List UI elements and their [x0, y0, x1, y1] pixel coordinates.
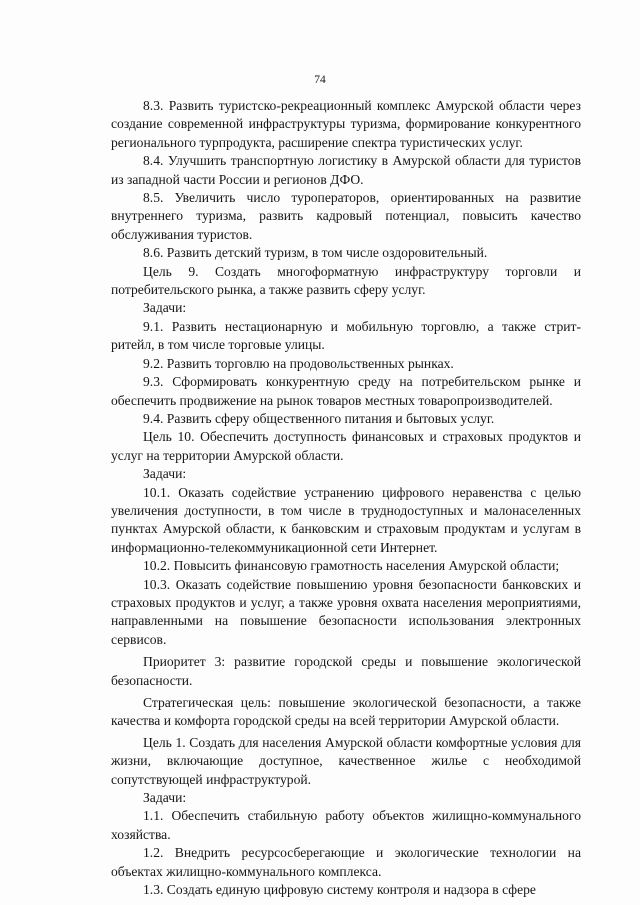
tasks-heading: Задачи: — [143, 790, 187, 806]
priority-3: Приоритет 3: развитие городской среды и повышение экологической безопасности. — [111, 654, 581, 688]
task-8-6: 8.6. Развить детский туризм, в том числе оздоровительный. — [143, 245, 488, 261]
task-9-1: 9.1. Развить нестационарную и мобильную торговлю, а также стрит-ритейл, в том числе торговые улицы. — [111, 318, 581, 353]
page-number: 74 — [314, 74, 326, 86]
task-1-2: 1.2. Внедрить ресурсосберегающие и экологические технологии на объектах жилищно-коммунального комплекса. — [111, 845, 581, 879]
task-10-2: 10.2. Повысить финансовую грамотность населения Амурской области; — [143, 558, 560, 574]
goal-9: Цель 9. Создать многоформатную инфраструктуру торговли и потребительского рынка, а также развить сферу услуг. — [111, 263, 581, 298]
document-body — [111, 97, 581, 899]
goal-1: Цель 1. Создать для населения Амурской области комфортные условия для жизни, включающие доступное, качественное жилье с необходимой сопутствующей инфраструктурой. — [111, 734, 581, 787]
task-9-3: 9.3. Сформировать конкурентную среду на потребительском рынке и обеспечить продвижение на рынок товаров местных товаропроизводителей. — [111, 374, 581, 408]
goal-10: Цель 10. Обеспечить доступность финансовых и страховых продуктов и услуг на территории Амурской области. — [111, 429, 581, 463]
task-8-5: 8.5. Увеличить число туроператоров, ориентированных на развитие внутреннего туризма, развить кадровый потенциал, повысить качество обслуживания туристов. — [111, 190, 581, 242]
task-1-1: 1.1. Обеспечить стабильную работу объектов жилищно-коммунального хозяйства. — [111, 808, 581, 842]
strategic-goal: Стратегическая цель: повышение экологической безопасности, а также качества и комфорта городской среды на всей территории Амурской области. — [111, 695, 581, 729]
tasks-heading: Задачи: — [143, 466, 187, 482]
tasks-heading: Задачи: — [143, 300, 187, 316]
task-1-3: 1.3. Создать единую цифровую систему контроля и надзора в сфере — [143, 882, 536, 898]
task-10-3: 10.3. Оказать содействие повышению уровня безопасности банковских и страховых продуктов и услуг, а также уровня охвата населения мероприятиями, направленными на повышение безопасности использования электронных сервисов. — [111, 576, 581, 647]
task-8-3: 8.3. Развить туристско-рекреационный комплекс Амурской области через создание современной инфраструктуры туризма, формирование конкурентного регионального турпродукта, расширение спектра туристических услуг. — [111, 98, 581, 150]
task-10-1: 10.1. Оказать содействие устранению цифрового неравенства с целью увеличения доступности, в том числе в труднодоступных и малонаселенных пунктах Амурской области, к банковским и страховым продуктам и услугам в информационно-телекоммуникационной сети Интернет. — [111, 484, 581, 555]
task-8-4: 8.4. Улучшить транспортную логистику в Амурской области для туристов из западной части России и регионов ДФО. — [111, 153, 581, 187]
task-9-4: 9.4. Развить сферу общественного питания и бытовых услуг. — [143, 410, 495, 426]
task-9-2: 9.2. Развить торговлю на продовольственных рынках. — [143, 355, 454, 371]
